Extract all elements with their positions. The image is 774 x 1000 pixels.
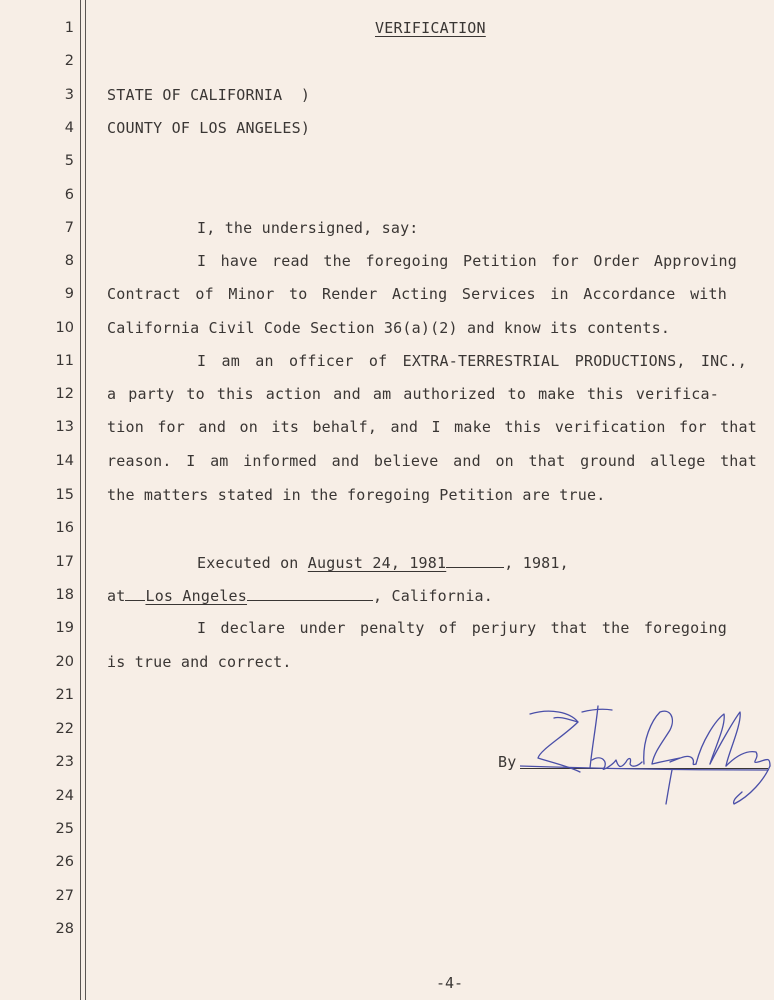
line-number: 2 [64,53,74,69]
line-number: 5 [64,153,74,169]
place-name: Los Angeles [145,587,248,605]
line-number: 24 [55,788,74,804]
line-number: 28 [55,921,74,937]
handwritten-signature [520,700,774,810]
line-number: 20 [55,654,74,670]
line-number: 27 [55,888,74,904]
paragraph-2-line-5: the matters stated in the foregoing Petition are true. [107,486,606,504]
paragraph-2-line-3: tion for and on its behalf, and I make this verification for that [107,418,757,436]
executed-year-suffix: , 1981, [504,554,569,572]
venue-county: COUNTY OF LOS ANGELES) [107,119,311,137]
line-number: 13 [55,419,74,435]
venue-state: STATE OF CALIFORNIA ) [107,86,311,104]
paragraph-2-line-1: I am an officer of EXTRA-TERRESTRIAL PRODUCTIONS, INC., [197,352,747,370]
line-number: 11 [55,353,74,369]
line-number: 3 [64,87,74,103]
declaration-line-1: I declare under penalty of perjury that the foregoing [197,619,727,637]
line-number: 12 [55,386,74,402]
line-number: 22 [55,721,74,737]
page-number: -4- [436,974,464,992]
place-blank-trail [247,586,373,601]
executed-blank [446,553,504,568]
executed-line [197,553,569,572]
line-number: 23 [55,754,74,770]
line-number: 16 [55,520,74,536]
line-number: 9 [64,286,74,302]
margin-rule-right [85,0,86,1000]
declaration-line-2: is true and correct. [107,653,292,671]
place-line [107,586,493,605]
line-number: 17 [55,554,74,570]
line-number: 26 [55,854,74,870]
line-number: 7 [64,220,74,236]
place-state-suffix: , California. [373,587,494,605]
place-blank-lead [125,586,145,601]
document-title: VERIFICATION [375,19,486,37]
line-number: 18 [55,587,74,603]
paragraph-1-line-1: I have read the foregoing Petition for Order Approving [197,252,737,270]
line-number: 10 [55,320,74,336]
margin-rule-left [80,0,81,1000]
paragraph-2-line-2: a party to this action and am authorized to make this verifica- [107,385,719,403]
executed-date: August 24, 1981 [307,554,447,572]
signature-by-label: By [498,753,517,771]
line-number: 15 [55,487,74,503]
opening-statement: I, the undersigned, say: [197,219,419,237]
line-number: 1 [64,20,74,36]
line-number: 4 [64,120,74,136]
paragraph-1-line-2: Contract of Minor to Render Acting Services in Accordance with [107,285,727,303]
line-number: 8 [64,253,74,269]
line-number: 21 [55,687,74,703]
place-at-label: at [107,587,126,605]
executed-label: Executed on [197,554,308,572]
paragraph-2-line-4: reason. I am informed and believe and on that ground allege that [107,452,757,470]
line-number: 14 [55,453,74,469]
line-number: 19 [55,620,74,636]
paragraph-1-line-3: California Civil Code Section 36(a)(2) and know its contents. [107,319,671,337]
line-number: 6 [64,187,74,203]
line-number: 25 [55,821,74,837]
